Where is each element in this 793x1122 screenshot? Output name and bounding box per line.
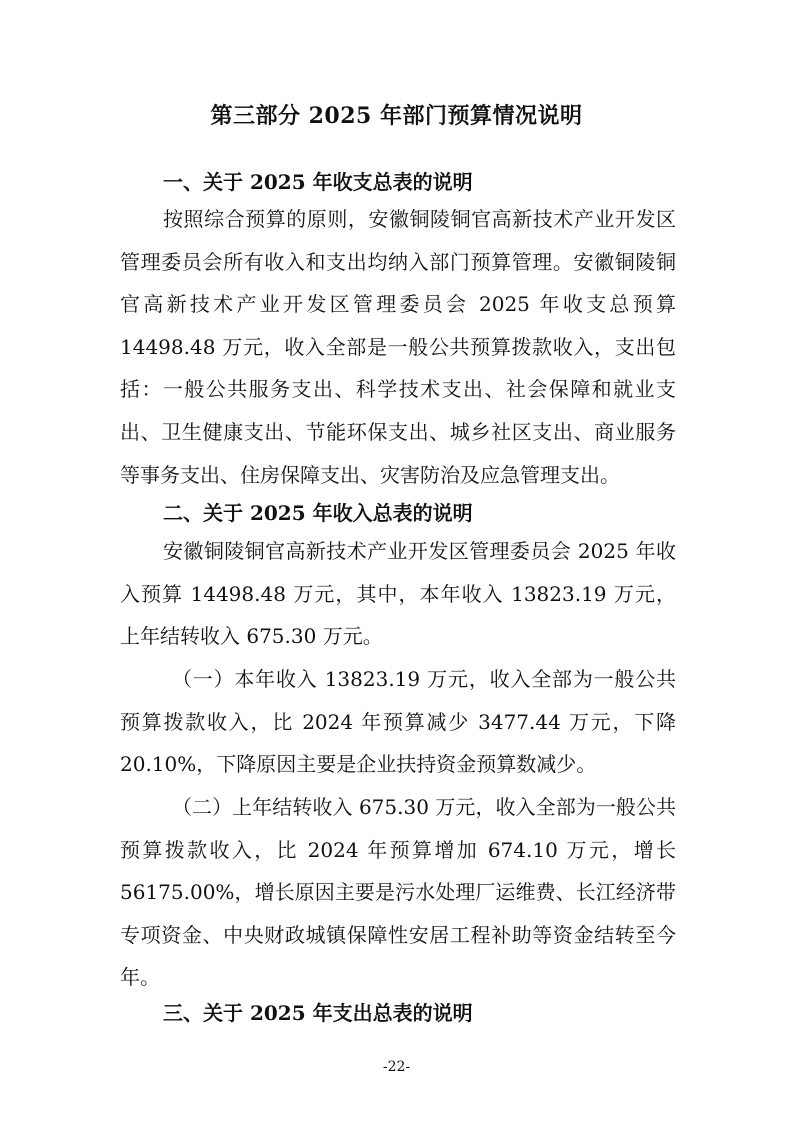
section-2-paragraph-3: （二）上年结转收入 675.30 万元，收入全部为一般公共预算拨款收入，比 2024 年预算增加 674.10 万元，增长 56175.00%，增长原因主要是污水处理厂运维费、长江经济带专项资金、中央财政城镇保障性安居工程补助等资金结转至今年。 bbox=[120, 795, 676, 990]
page-number: -22- bbox=[382, 1059, 411, 1075]
section-heading-3: 三、关于 2025 年支出总表的说明 bbox=[163, 1001, 473, 1025]
page-title: 第三部分 2025 年部门预算情况说明 bbox=[210, 103, 583, 129]
section-heading-1: 一、关于 2025 年收支总表的说明 bbox=[163, 170, 473, 194]
section-heading-2: 二、关于 2025 年收入总表的说明 bbox=[163, 501, 473, 525]
section-1-paragraph: 按照综合预算的原则，安徽铜陵铜官高新技术产业开发区管理委员会所有收入和支出均纳入部门预算管理。安徽铜陵铜官高新技术产业开发区管理委员会 2025 年收支总预算 14498.48 万元，收入全部是一般公共预算拨款收入，支出包括：一般公共服务支出、科学技术支出、社会保障和就业支出、卫生健康支出、节能环保支出、城乡社区支出、商业服务等事务支出、住房保障支出、灾害防治及应急管理支出。 bbox=[120, 207, 676, 487]
section-2-paragraph-2: （一）本年收入 13823.19 万元，收入全部为一般公共预算拨款收入，比 2024 年预算减少 3477.44 万元，下降 20.10%，下降原因主要是企业扶持资金预算数减少。 bbox=[120, 667, 676, 777]
section-2-paragraph-1: 安徽铜陵铜官高新技术产业开发区管理委员会 2025 年收入预算 14498.48 万元，其中，本年收入 13823.19 万元，上年结转收入 675.30 万元。 bbox=[120, 539, 676, 649]
